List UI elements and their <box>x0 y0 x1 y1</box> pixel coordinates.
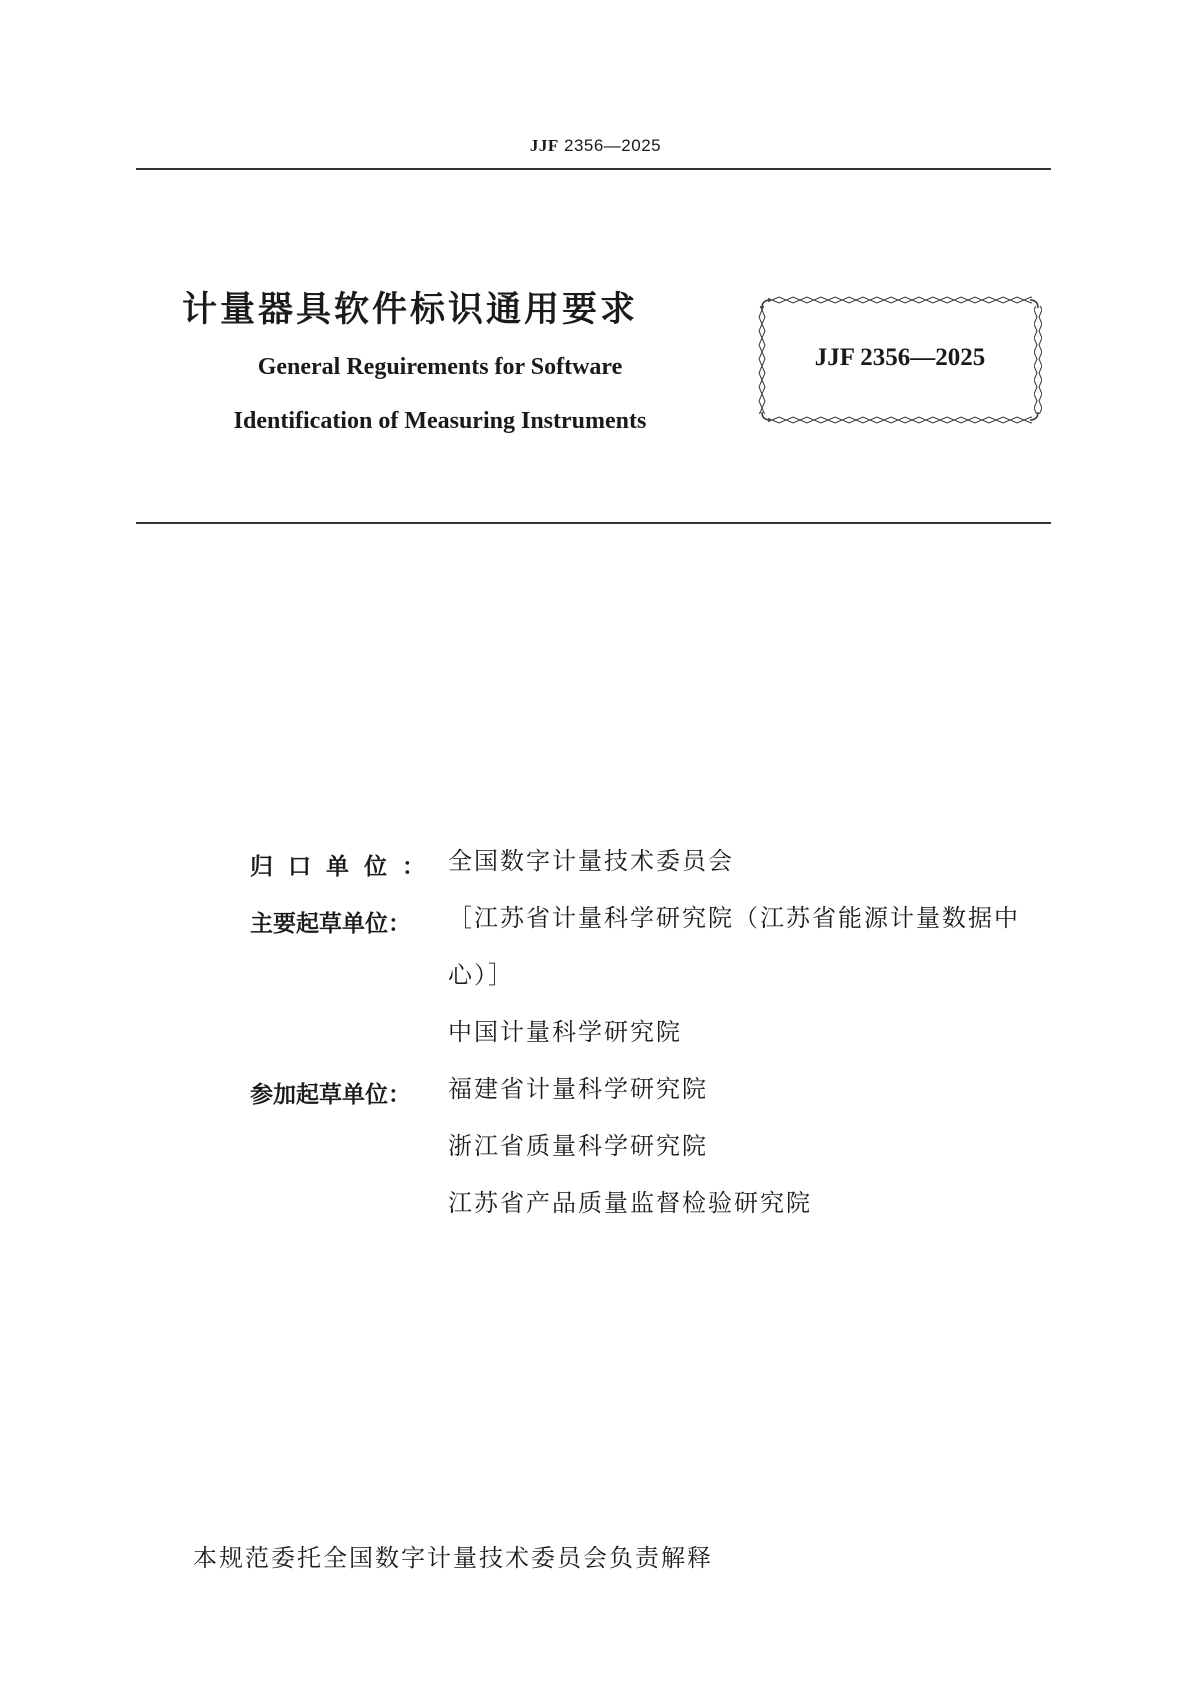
main-drafting-unit-row <box>250 905 1050 1019</box>
main-drafting-label: 主要起草单位： <box>250 911 411 937</box>
header-code-number: 2356—2025 <box>563 136 662 155</box>
main-drafting-value-2: 中国计量科学研究院 <box>448 1018 682 1046</box>
participating-value-3: 江苏省产品质量监督检验研究院 <box>448 1189 812 1217</box>
title-chinese: 计量器具软件标识通用要求 <box>182 290 639 330</box>
participating-value-1: 福建省计量科学研究院 <box>448 1075 708 1103</box>
title-english-line2: Identification of Measuring Instruments <box>233 408 647 434</box>
header-code-prefix: JJF <box>529 136 559 155</box>
drafting-units <box>250 848 1050 1247</box>
header-standard-code <box>0 136 1191 156</box>
middle-divider <box>136 522 1051 524</box>
interpretation-note: 本规范委托全国数字计量技术委员会负责解释 <box>193 1544 713 1572</box>
standard-code-box <box>758 296 1042 424</box>
standard-code-text: JJF 2356—2025 <box>814 344 986 371</box>
participating-label: 参加起草单位： <box>250 1082 411 1108</box>
responsible-unit-value: 全国数字计量技术委员会 <box>448 847 734 875</box>
main-drafting-value-1: ［江苏省计量科学研究院（江苏省能源计量数据中心）］ <box>448 904 1020 989</box>
participating-unit-row-3 <box>250 1190 1050 1247</box>
top-divider <box>136 168 1051 170</box>
participating-value-2: 浙江省质量科学研究院 <box>448 1132 708 1160</box>
responsible-unit-label: 归口单位： <box>250 854 440 880</box>
title-english-line1: General Reguirements for Software <box>257 354 623 380</box>
